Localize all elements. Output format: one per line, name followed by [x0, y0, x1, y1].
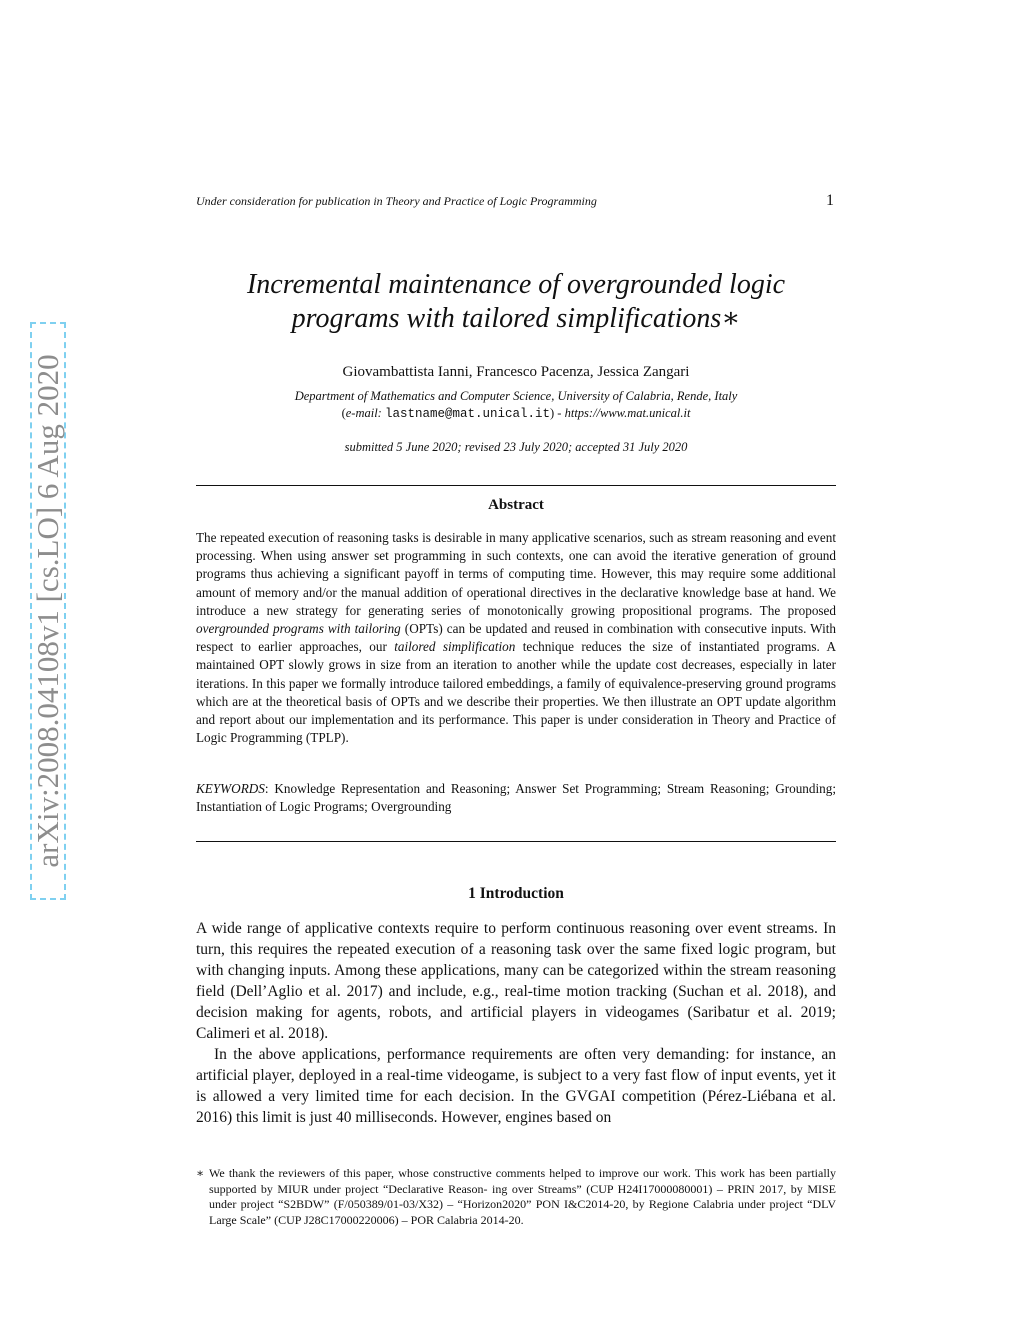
abstract-text-1: The repeated execution of reasoning tasks is desirable in many applicative scenarios, such as stream reasoning and event processing. When using answer set programming in such contexts, one can avoid the iterative generation of ground programs thus achieving a significant payoff in terms of computing time. However, this may require some additional amount of memory and/or the manual addition of operational directives in the declarative knowledge base at hand. We introduce a new strategy for generating series of monotonically growing propositional programs. The proposed: [196, 530, 836, 618]
abstract-text-2: (OPTs) can be updated and reused in combination with consecutive inputs. With respect to earlier approaches, our: [196, 621, 837, 655]
keywords: [196, 780, 836, 816]
running-head: Under consideration for publication in Theory and Practice of Logic Programming: [196, 194, 597, 208]
email-open-paren: (: [341, 406, 346, 420]
title-line-2: [196, 302, 836, 336]
email-close-paren: ) -: [550, 406, 565, 420]
contact-line: [196, 405, 836, 423]
email-label: e-mail:: [345, 406, 385, 420]
footnote-mark: ∗: [196, 1166, 205, 1180]
arxiv-identifier-stamp: [30, 322, 66, 900]
intro-paragraph-1: A wide range of applicative contexts require to perform continuous reasoning over event streams. In turn, this requires the repeated execution of a reasoning task over the same fixed logic program, but with changing inputs. Among these applications, many can be categorized within the stream reasoning field (Dell’Aglio et al. 2017) and include, e.g., real-time motion tracking (Suchan et al. 2018), and decision making for agents, robots, and artificial players in videogames (Saribatur et al. 2019; Calimeri et al. 2018).: [196, 920, 836, 1042]
keywords-text: : Knowledge Representation and Reasoning; Answer Set Programming; Stream Reasoning; Grounding; Instantiation of Logic Programs; Overgrounding: [196, 781, 836, 815]
abstract-body: [196, 529, 836, 747]
intro-paragraph-2: In the above applications, performance requirements are often very demanding: for instance, an artificial player, deployed in a real-time videogame, is subject to a very fast flow of input events, yet it is allowed a very limited time for each decision. In the GVGAI competition (Pérez-Liébana et al. 2016) this limit is just 40 milliseconds. However, engines based on: [196, 1046, 836, 1126]
email-address: lastname@mat.unical.it: [384, 407, 551, 421]
title-footnote-mark: ∗: [721, 303, 741, 334]
submission-dates: submitted 5 June 2020; revised 23 July 2020; accepted 31 July 2020: [344, 440, 688, 454]
keywords-label: KEYWORDS: [196, 781, 265, 796]
title-line-1: Incremental maintenance of overgrounded logic: [246, 269, 786, 300]
introduction-body: [196, 918, 836, 1128]
authors: Giovambattista Ianni, Francesco Pacenza, Jessica Zangari: [342, 364, 690, 380]
abstract-emphasis-opt: overgrounded programs with tailoring: [196, 621, 401, 637]
abstract-text-3: technique reduces the size of instantiated programs. A maintained OPT slowly grows in size from an iteration to another while the update cost decreases, especially in later iterations. In this paper we formally introduce tailored embeddings, a family of equivalence-preserving ground programs which are at the theoretical basis of OPTs and we describe their properties. We then illustrate an OPT update algorithm and report about our implementation and its performance. This paper is under consideration in Theory and Practice of Logic Programming (TPLP).: [196, 639, 836, 746]
footnote-text: We thank the reviewers of this paper, whose constructive comments helped to improve our work. This work has been partially supported by MIUR under project “Declarative Reason- ing over Streams” (CUP H24I17000080001) – PRIN 2017, by MISE under project “S2BDW” (F/050389/01-03/X32) – “Horizon2020” PON I&C2014-20, by Regione Calabria under project “DLV Large Scale” (CUP J28C17000220006) – POR Calabria 2014-20.: [209, 1166, 836, 1227]
department: Department of Mathematics and Computer Science, University of Calabria, Rende, Italy: [294, 389, 738, 403]
title-line-2-text: programs with tailored simplifications: [291, 303, 722, 334]
paper-title: [196, 268, 836, 336]
section-heading-introduction: 1 Introduction: [468, 885, 564, 902]
abstract-top-rule: [196, 485, 836, 486]
footnote: [196, 1166, 836, 1228]
abstract-heading: Abstract: [488, 497, 544, 513]
website-link[interactable]: https://www.mat.unical.it: [564, 406, 691, 420]
affiliation: [196, 388, 836, 423]
abstract-emphasis-tailored: tailored simplification: [394, 639, 516, 655]
page-number: 1: [826, 192, 834, 209]
arxiv-stamp-text: arXiv:2008.04108v1 [cs.LO] 6 Aug 2020: [30, 354, 65, 868]
abstract-bottom-rule: [196, 841, 836, 842]
